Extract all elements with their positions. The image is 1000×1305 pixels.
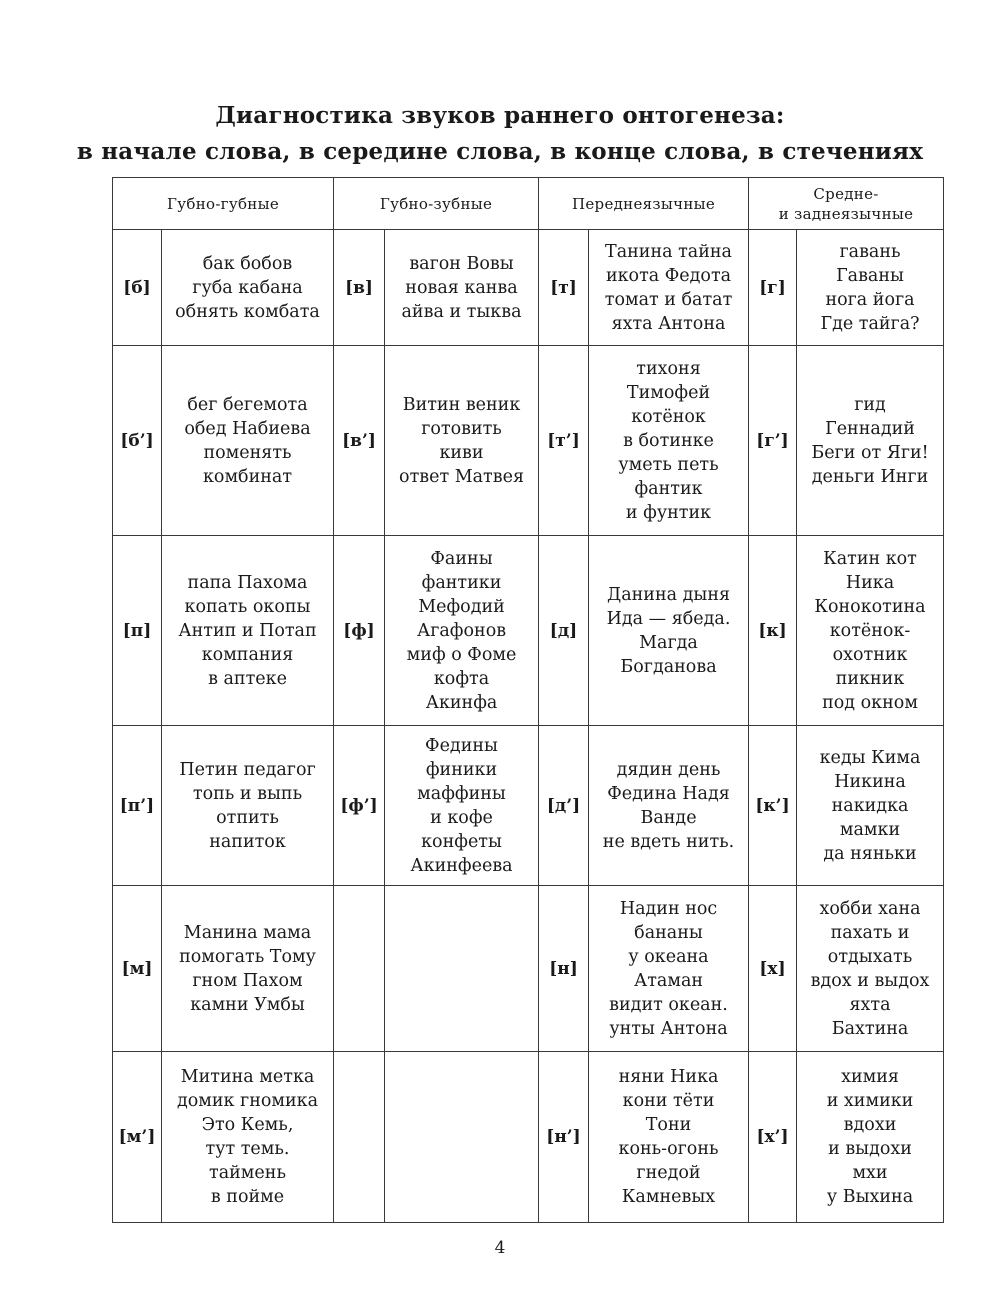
- words-cell: [162, 886, 334, 1052]
- words-cell: [589, 1052, 749, 1223]
- word-line: тихоня: [636, 358, 701, 379]
- word-line: Тони: [645, 1115, 692, 1135]
- page-number: 4: [494, 1238, 506, 1258]
- word-line: видит океан.: [609, 994, 728, 1015]
- word-line: Ида — ябеда.: [606, 608, 731, 629]
- sound-cell: [г’]: [749, 346, 797, 536]
- word-line: у океана: [628, 946, 709, 967]
- word-line: яхта: [849, 994, 891, 1015]
- word-line: Акинфа: [425, 692, 498, 713]
- word-line: фантик: [634, 478, 703, 499]
- word-line: вагон Вовы: [409, 253, 514, 274]
- word-line: у Выхина: [826, 1187, 914, 1207]
- word-line: комбинат: [202, 466, 293, 487]
- words-cell: [797, 346, 944, 536]
- words-cell: [385, 886, 539, 1052]
- word-line: Антип и Потап: [178, 620, 317, 641]
- word-line: и химики: [826, 1091, 914, 1111]
- word-line: тут темь.: [205, 1139, 290, 1159]
- sound-cell: [в]: [334, 230, 385, 346]
- word-line: Витин веник: [402, 394, 521, 415]
- word-line: Ванде: [640, 807, 697, 828]
- word-line: отдыхать: [827, 946, 913, 967]
- word-line: папа Пахома: [187, 572, 308, 593]
- words-cell: [589, 536, 749, 726]
- word-line: Никина: [834, 771, 906, 792]
- word-line: Петин педагог: [179, 759, 316, 780]
- sound-cell: [б’]: [113, 346, 162, 536]
- word-line: деньги Инги: [811, 466, 929, 487]
- word-line: яхта Антона: [611, 313, 726, 334]
- word-line: котёнок-: [829, 620, 911, 641]
- word-line: Манина мама: [183, 922, 312, 943]
- sound-cell: [ф’]: [334, 726, 385, 886]
- word-line: Данина дыня: [606, 584, 731, 605]
- sound-cell: [д’]: [539, 726, 589, 886]
- word-line: финики: [425, 759, 498, 780]
- words-cell: [797, 1052, 944, 1223]
- word-line: Митина метка: [180, 1067, 315, 1087]
- word-line: в аптеке: [208, 668, 287, 689]
- words-cell: [162, 726, 334, 886]
- word-line: дядин день: [616, 759, 721, 780]
- word-line: Тимофей: [626, 382, 711, 403]
- word-line: няни Ника: [618, 1067, 719, 1087]
- word-line: обед Набиева: [184, 418, 311, 439]
- table-row: [113, 536, 944, 726]
- sound-cell: [м’]: [113, 1052, 162, 1223]
- word-line: Атаман: [633, 970, 704, 991]
- word-line: помогать Тому: [179, 946, 316, 967]
- word-line: домик гномика: [176, 1091, 319, 1111]
- word-line: миф о Фоме: [406, 644, 517, 665]
- word-line: Конокотина: [814, 596, 926, 617]
- word-line: компания: [201, 644, 294, 665]
- sound-cell: [н’]: [539, 1052, 589, 1223]
- word-line: пикник: [835, 668, 905, 689]
- word-line: Где тайга?: [820, 313, 920, 334]
- words-cell: [385, 1052, 539, 1223]
- page-title: [0, 98, 1000, 170]
- word-line: Федины: [425, 735, 498, 756]
- table-row: [113, 726, 944, 886]
- words-cell: [162, 230, 334, 346]
- word-line: фантики: [421, 572, 502, 593]
- word-line: не вдеть нить.: [602, 831, 735, 852]
- word-line: Ника: [845, 572, 895, 593]
- sound-cell: [б]: [113, 230, 162, 346]
- sound-cell: [к]: [749, 536, 797, 726]
- word-line: в ботинке: [623, 430, 714, 451]
- word-line: гид: [854, 394, 886, 415]
- words-cell: [162, 1052, 334, 1223]
- word-line: Акинфеева: [410, 855, 513, 876]
- word-line: Надин нос: [619, 898, 718, 919]
- word-line: Бахтина: [831, 1018, 909, 1039]
- word-line: новая канва: [405, 277, 518, 298]
- table-row: [113, 346, 944, 536]
- words-cell: [797, 726, 944, 886]
- table-row: [113, 1052, 944, 1223]
- word-line: конь-огонь: [618, 1139, 719, 1159]
- title-line-2: в начале слова, в середине слова, в конце слова, в стечениях: [76, 138, 924, 165]
- word-line: бак бобов: [202, 253, 293, 274]
- word-line: унты Антона: [609, 1018, 728, 1039]
- sound-cell: [н]: [539, 886, 589, 1052]
- word-line: обнять комбата: [175, 301, 320, 322]
- word-line: кеды Кима: [819, 747, 921, 768]
- header-labial: Губно-губные: [113, 178, 334, 230]
- word-line: Агафонов: [416, 620, 507, 641]
- word-line: мамки: [839, 819, 901, 840]
- word-line: и выдохи: [828, 1139, 912, 1159]
- word-line: кофта: [433, 668, 490, 689]
- words-cell: [589, 230, 749, 346]
- word-line: гавань: [839, 241, 901, 262]
- word-line: хобби хана: [819, 898, 921, 919]
- word-line: пахать и: [830, 922, 910, 943]
- word-line: Беги от Яги!: [811, 442, 929, 463]
- sound-cell: [д]: [539, 536, 589, 726]
- word-line: томат и батат: [604, 289, 733, 310]
- words-cell: [385, 230, 539, 346]
- word-line: и фунтик: [625, 502, 712, 523]
- word-line: химия: [841, 1067, 899, 1087]
- sound-cell: [х’]: [749, 1052, 797, 1223]
- word-line: Гаваны: [836, 265, 904, 286]
- words-cell: [589, 886, 749, 1052]
- word-line: бег бегемота: [187, 394, 308, 415]
- table-row: [113, 886, 944, 1052]
- sound-cell: [к’]: [749, 726, 797, 886]
- header-labiodental: Губно-зубные: [334, 178, 539, 230]
- sounds-table: [112, 177, 944, 1223]
- word-line: бананы: [634, 922, 703, 943]
- word-line: Катин кот: [823, 548, 917, 569]
- words-cell: [385, 346, 539, 536]
- word-line: Камневых: [621, 1187, 716, 1207]
- word-line: мхи: [852, 1163, 888, 1183]
- word-line: Богданова: [620, 656, 717, 677]
- header-row: [113, 178, 944, 230]
- sound-cell: [п]: [113, 536, 162, 726]
- header-mid-back-lingual: Средне- и заднеязычные: [749, 178, 944, 230]
- word-line: напиток: [209, 831, 286, 852]
- word-line: копать окопы: [184, 596, 311, 617]
- word-line: Геннадий: [825, 418, 915, 439]
- word-line: уметь петь: [618, 454, 719, 475]
- words-cell: [797, 230, 944, 346]
- sound-cell: [п’]: [113, 726, 162, 886]
- word-line: икота Федота: [605, 265, 732, 286]
- sound-cell: [в’]: [334, 346, 385, 536]
- word-line: конфеты: [421, 831, 502, 852]
- sound-cell: [т’]: [539, 346, 589, 536]
- word-line: поменять: [203, 442, 292, 463]
- sound-cell: [г]: [749, 230, 797, 346]
- word-line: Федина Надя: [607, 783, 730, 804]
- header-anterior-lingual: Переднеязычные: [539, 178, 749, 230]
- word-line: охотник: [832, 644, 908, 665]
- word-line: котёнок: [631, 406, 706, 427]
- words-cell: [797, 536, 944, 726]
- sound-cell: [м]: [113, 886, 162, 1052]
- word-line: камни Умбы: [190, 994, 305, 1015]
- sound-cell: [ф]: [334, 536, 385, 726]
- word-line: таймень: [209, 1163, 286, 1183]
- word-line: Танина тайна: [605, 241, 732, 262]
- word-line: кони тёти: [622, 1091, 715, 1111]
- words-cell: [589, 726, 749, 886]
- sound-cell: [т]: [539, 230, 589, 346]
- word-line: нога йога: [825, 289, 915, 310]
- word-line: маффины: [417, 783, 506, 804]
- word-line: Фаины: [430, 548, 493, 569]
- word-line: вдох и выдох: [810, 970, 930, 991]
- word-line: отпить: [216, 807, 279, 828]
- words-cell: [385, 726, 539, 886]
- words-cell: [589, 346, 749, 536]
- word-line: ответ Матвея: [399, 466, 524, 487]
- word-line: киви: [439, 442, 484, 463]
- word-line: и кофе: [430, 807, 493, 828]
- sound-cell: [334, 1052, 385, 1223]
- words-cell: [162, 536, 334, 726]
- word-line: в пойме: [210, 1187, 285, 1207]
- word-line: губа кабана: [192, 277, 303, 298]
- word-line: Мефодий: [418, 596, 505, 617]
- table-row: [113, 230, 944, 346]
- word-line: гнедой: [636, 1163, 701, 1183]
- title-line-1: Диагностика звуков раннего онтогенеза:: [215, 102, 785, 129]
- word-line: под окном: [822, 692, 918, 713]
- word-line: накидка: [831, 795, 909, 816]
- word-line: Магда: [639, 632, 698, 653]
- word-line: да няньки: [823, 843, 917, 864]
- word-line: готовить: [421, 418, 502, 439]
- words-cell: [162, 346, 334, 536]
- word-line: айва и тыква: [401, 301, 522, 322]
- word-line: топь и выпь: [192, 783, 303, 804]
- words-cell: [385, 536, 539, 726]
- word-line: гном Пахом: [192, 970, 303, 991]
- sound-cell: [334, 886, 385, 1052]
- word-line: Это Кемь,: [201, 1115, 294, 1135]
- words-cell: [797, 886, 944, 1052]
- sound-cell: [х]: [749, 886, 797, 1052]
- word-line: вдохи: [843, 1115, 897, 1135]
